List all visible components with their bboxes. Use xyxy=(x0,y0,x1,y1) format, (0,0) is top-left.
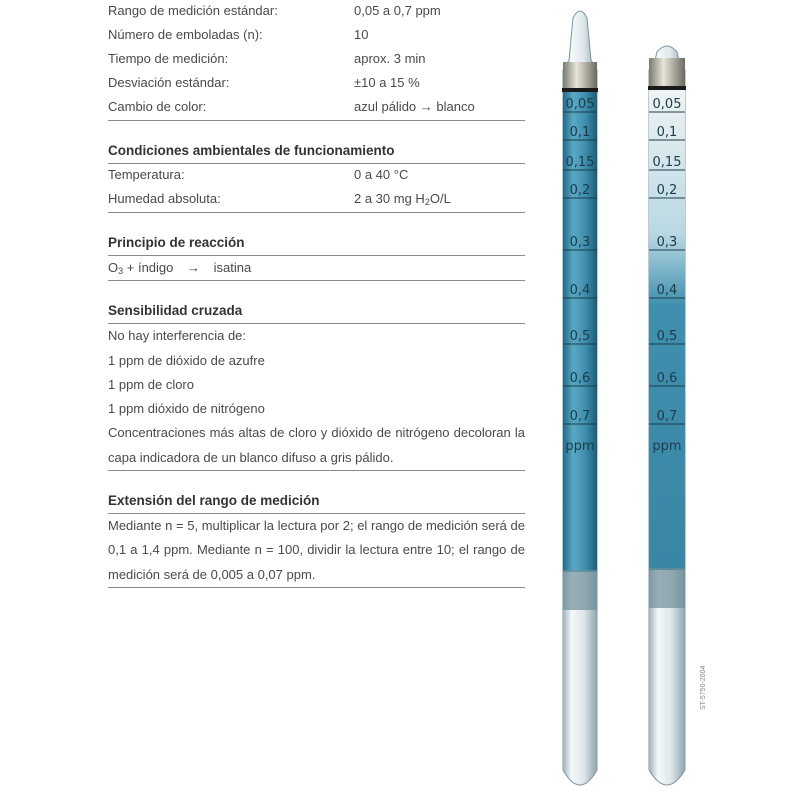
humidity-label: Humedad absoluta: xyxy=(108,191,221,206)
spec-value: azul pálido → blanco xyxy=(354,99,475,114)
humidity-subscript: 2 xyxy=(424,197,430,207)
temperature-label: Temperatura: xyxy=(108,167,185,182)
spec-table xyxy=(108,0,525,121)
spec-value: 10 xyxy=(354,27,369,42)
scale-label: 0,05 xyxy=(565,97,595,112)
spec-value: 0,05 a 0,7 ppm xyxy=(354,3,441,18)
image-code: ST-5750-2004 xyxy=(700,665,707,710)
scale-label: 0,15 xyxy=(565,155,595,170)
detector-tubes-illustration xyxy=(545,0,705,800)
extension-body xyxy=(108,514,525,588)
spec-row xyxy=(108,96,525,120)
scale-label: 0,1 xyxy=(656,125,678,140)
reaction-arrow: → xyxy=(187,260,201,275)
spec-label: Número de emboladas (n): xyxy=(108,27,263,42)
cross-line: 1 ppm de dióxido de azufre xyxy=(108,352,265,368)
ozone-subscript: 3 xyxy=(118,266,124,276)
cross-line: 1 ppm de cloro xyxy=(108,376,194,392)
cross-note: Concentraciones más altas de cloro y dióxido de nitrógeno decoloran la capa indicadora de un blanco difuso a gris pálido. xyxy=(108,425,525,465)
ambient-title: Condiciones ambientales de funcionamiento xyxy=(108,139,525,164)
scale-label: 0,4 xyxy=(656,283,678,298)
scale-unit: ppm xyxy=(652,439,682,454)
humidity-row xyxy=(108,188,525,212)
scale-label: 0,6 xyxy=(569,371,591,386)
extension-text: Mediante n = 5, multiplicar la lectura por 2; el rango de medición será de 0,1 a 1,4 ppm. Mediante n = 100, dividir la lectura entre 10; el rango de medición será de 0,005 a 0,07 ppm. xyxy=(108,518,525,582)
reactant-text: + índigo xyxy=(126,260,174,275)
spec-row xyxy=(108,48,525,72)
ozone-symbol: O xyxy=(108,260,119,275)
cross-sensitivity-title: Sensibilidad cruzada xyxy=(108,299,525,324)
spec-label: Rango de medición estándar: xyxy=(108,3,278,18)
spec-value: aprox. 3 min xyxy=(354,51,426,66)
ambient-table xyxy=(108,164,525,213)
datasheet-text xyxy=(108,0,525,588)
reaction-formula xyxy=(108,256,525,281)
product-text: isatina xyxy=(213,260,252,275)
humidity-value xyxy=(354,188,525,212)
scale-label: 0,5 xyxy=(656,329,678,344)
humidity-value-main: 2 a 30 mg H xyxy=(354,191,425,206)
scale-label: 0,3 xyxy=(656,235,678,250)
spec-value: ±10 a 15 % xyxy=(354,75,420,90)
scale-unit: ppm xyxy=(565,439,595,454)
scale-label: 0,7 xyxy=(569,409,591,424)
scale-label: 0,1 xyxy=(569,125,591,140)
scale-label: 0,5 xyxy=(569,329,591,344)
scale-label: 0,2 xyxy=(656,183,678,198)
cross-sensitivity-body xyxy=(108,324,525,471)
spec-label: Tiempo de medición: xyxy=(108,51,229,66)
scale-label: 0,7 xyxy=(656,409,678,424)
spec-label: Cambio de color: xyxy=(108,99,207,114)
spec-row xyxy=(108,72,525,96)
scale-label: 0,05 xyxy=(652,97,682,112)
scale-label: 0,4 xyxy=(569,283,591,298)
scale-label: 0,3 xyxy=(569,235,591,250)
spec-label: Desviación estándar: xyxy=(108,75,230,90)
cross-line: 1 ppm dióxido de nitrógeno xyxy=(108,401,265,417)
temperature-value: 0 a 40 °C xyxy=(354,167,409,182)
spec-row xyxy=(108,24,525,48)
scale-label: 0,2 xyxy=(569,183,591,198)
extension-title: Extensión del rango de medición xyxy=(108,489,525,514)
scale-label: 0,15 xyxy=(652,155,682,170)
humidity-value-unit: O/L xyxy=(429,191,451,206)
reaction-title: Principio de reacción xyxy=(108,231,525,256)
scale-label: 0,6 xyxy=(656,371,678,386)
cross-line: No hay interferencia de: xyxy=(108,328,247,344)
temperature-row xyxy=(108,164,525,188)
spec-row xyxy=(108,0,525,24)
